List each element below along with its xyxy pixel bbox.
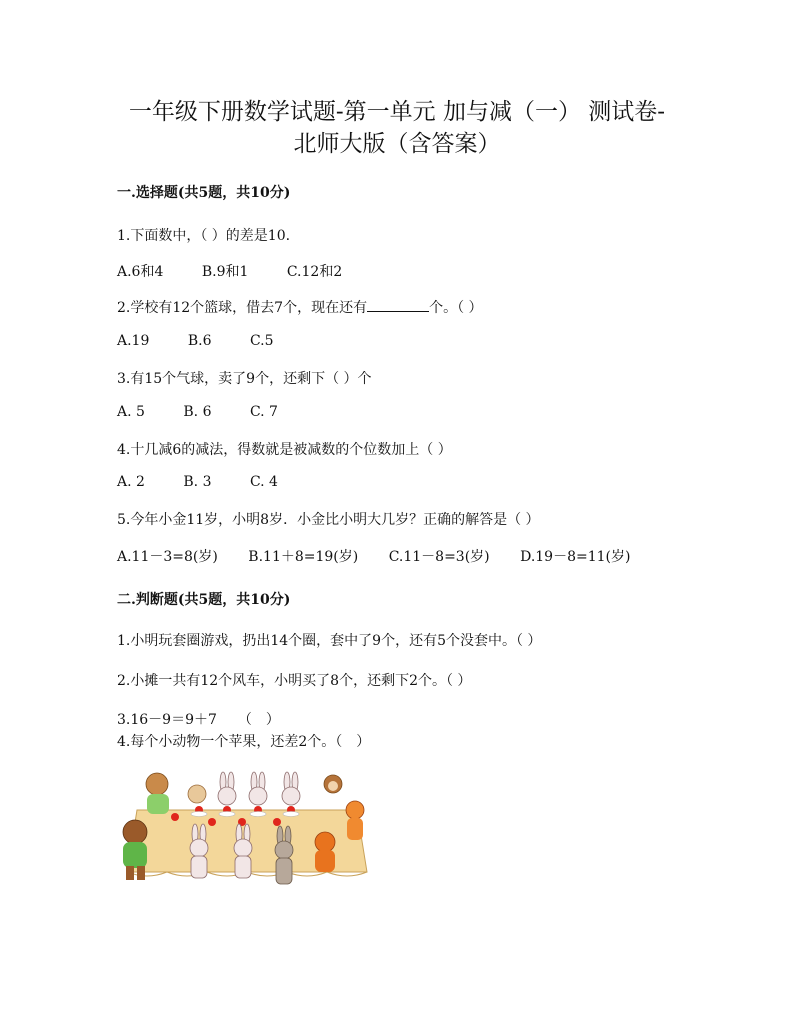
section1-heading: 一.选择题(共5题，共10分)	[117, 185, 291, 201]
q3-option-b: B. 6	[183, 404, 212, 420]
q1-option-b: B.9和1	[201, 264, 249, 280]
answer-blank	[367, 297, 429, 312]
q5-options	[117, 546, 630, 566]
q1-option-a: A.6和4	[117, 264, 164, 280]
q2-stem-before: 2.学校有12个篮球，借去7个，现在还有	[117, 300, 368, 316]
q3-stem: 3.有15个气球，卖了9个，还剩下（ ）个	[117, 371, 372, 387]
tf-q2: 2.小摊一共有12个风车，小明买了8个，还剩下2个。（ ）	[117, 673, 472, 689]
q4-options	[117, 474, 312, 490]
q5-stem: 5.今年小金11岁，小明8岁．小金比小明大几岁？正确的解答是（ ）	[117, 512, 540, 528]
tf-q1: 1.小明玩套圈游戏，扔出14个圈，套中了9个，还有5个没套中。（ ）	[117, 633, 542, 649]
q4-stem: 4.十几减6的减法，得数就是被减数的个位数加上（ ）	[117, 442, 452, 458]
q5-option-d: D.19－8=11(岁)	[520, 549, 631, 565]
q1-options	[117, 261, 376, 281]
q1-option-c: C.12和2	[286, 264, 343, 280]
q5-option-a: A.11－3=8(岁)	[117, 549, 218, 565]
section2-heading: 二.判断题(共5题，共10分)	[117, 592, 291, 608]
q5-option-b: B.11＋8=19(岁)	[248, 549, 359, 565]
page-title-line1: 一年级下册数学试题-第一单元 加与减（一） 测试卷-	[128, 99, 666, 125]
q2-option-c: C.5	[249, 333, 274, 349]
q3-option-a: A. 5	[117, 404, 145, 420]
page-title-line2: 北师大版（含答案）	[293, 131, 501, 157]
tf-q4: 4.每个小动物一个苹果，还差2个。（ ）	[117, 734, 371, 750]
q1-stem: 1.下面数中，（ ）的差是10.	[117, 228, 291, 244]
q2-option-b: B.6	[187, 333, 212, 349]
q5-option-c: C.11－8=3(岁)	[388, 549, 490, 565]
q2-options	[117, 333, 308, 349]
q2-stem	[117, 297, 483, 317]
q4-option-b: B. 3	[183, 474, 212, 490]
q4-option-c: C. 4	[249, 474, 278, 490]
tf-q3: 3.16－9＝9＋7 （ ）	[117, 712, 280, 728]
q3-option-c: C. 7	[249, 404, 278, 420]
q4-option-a: A. 2	[117, 474, 145, 490]
animals-table-illustration	[117, 762, 379, 894]
q2-option-a: A.19	[117, 333, 150, 349]
q3-options	[117, 404, 312, 420]
q2-stem-after: 个。（ ）	[429, 300, 483, 316]
